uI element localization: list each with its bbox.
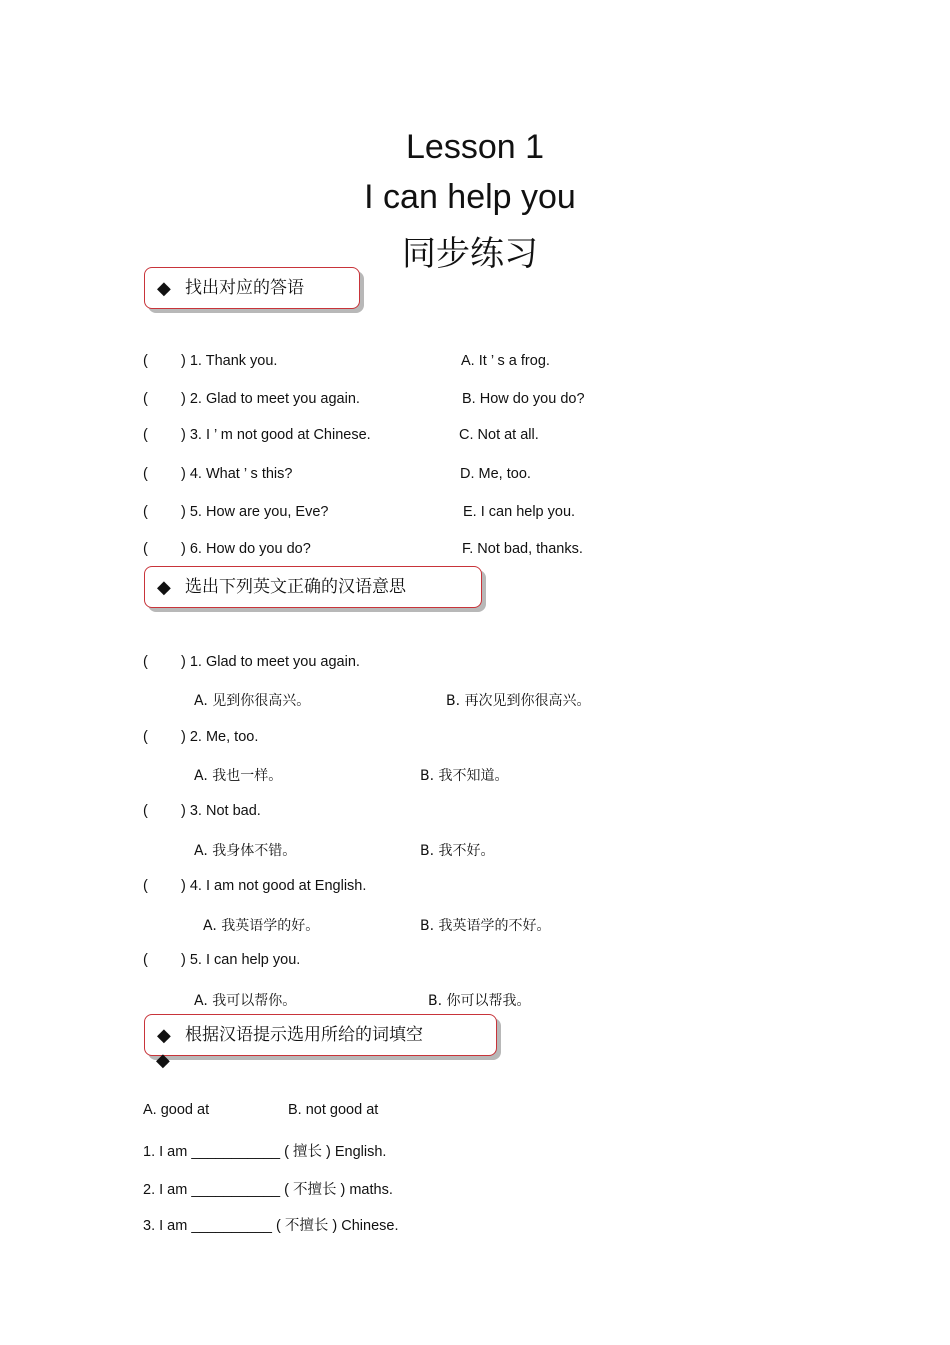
fill-item[interactable]: 1. I am ___________ ( 擅长 ) English. xyxy=(143,1144,387,1160)
choice-a[interactable]: A. 我也一样。 xyxy=(194,768,283,784)
fill-item[interactable]: 3. I am __________ ( 不擅长 ) Chinese. xyxy=(143,1218,399,1234)
question-text: ) 6. How do you do? xyxy=(181,541,311,557)
question-text: ) 4. I am not good at English. xyxy=(181,878,367,894)
answer-paren[interactable]: ( xyxy=(143,952,148,968)
question-text: ) 2. Me, too. xyxy=(181,729,259,745)
question-text: ) 5. How are you, Eve? xyxy=(181,504,329,520)
answer-paren[interactable]: ( xyxy=(143,803,148,819)
choice-a[interactable]: A. 见到你很高兴。 xyxy=(194,693,311,709)
choice-a[interactable]: A. 我身体不错。 xyxy=(194,843,297,859)
answer-option: C. Not at all. xyxy=(459,427,539,443)
question-text: ) 1. Glad to meet you again. xyxy=(181,654,360,670)
word-option-a: A. good at xyxy=(143,1102,210,1118)
answer-paren[interactable]: ( xyxy=(143,391,148,407)
lesson-caption: 同步练习 xyxy=(402,234,538,274)
question-text: ) 3. Not bad. xyxy=(181,803,261,819)
choice-b[interactable]: B. 再次见到你很高兴。 xyxy=(446,693,591,709)
answer-paren[interactable]: ( xyxy=(143,654,148,670)
lesson-title: Lesson 1 xyxy=(406,128,544,166)
answer-paren[interactable]: ( xyxy=(143,878,148,894)
section2-heading: 选出下列英文正确的汉语意思 xyxy=(185,577,406,597)
answer-paren[interactable]: ( xyxy=(143,729,148,745)
question-text: ) 2. Glad to meet you again. xyxy=(181,391,360,407)
choice-b[interactable]: B. 我不好。 xyxy=(420,843,495,859)
choice-b[interactable]: B. 我不知道。 xyxy=(420,768,509,784)
question-text: ) 3. I ’ m not good at Chinese. xyxy=(181,427,371,443)
answer-option: D. Me, too. xyxy=(460,466,531,482)
answer-paren[interactable]: ( xyxy=(143,541,148,557)
section3-header xyxy=(144,1014,497,1056)
diamond-icon: ◆ xyxy=(156,1050,170,1070)
diamond-icon: ◆ xyxy=(157,577,171,597)
question-text: ) 5. I can help you. xyxy=(181,952,301,968)
answer-paren[interactable]: ( xyxy=(143,353,148,369)
question-text: ) 4. What ’ s this? xyxy=(181,466,293,482)
question-text: ) 1. Thank you. xyxy=(181,353,278,369)
answer-option: F. Not bad, thanks. xyxy=(462,541,583,557)
answer-paren[interactable]: ( xyxy=(143,504,148,520)
diamond-icon: ◆ xyxy=(157,278,171,298)
answer-option: E. I can help you. xyxy=(463,504,576,520)
section2-header xyxy=(144,566,482,608)
answer-option: B. How do you do? xyxy=(462,391,585,407)
answer-option: A. It ’ s a frog. xyxy=(461,353,550,369)
diamond-icon: ◆ xyxy=(157,1025,171,1045)
word-option-b: B. not good at xyxy=(288,1102,379,1118)
choice-b[interactable]: B. 你可以帮我。 xyxy=(428,993,531,1009)
answer-paren[interactable]: ( xyxy=(143,466,148,482)
choice-a[interactable]: A. 我可以帮你。 xyxy=(194,993,297,1009)
choice-b[interactable]: B. 我英语学的不好。 xyxy=(420,918,551,934)
lesson-subtitle: I can help you xyxy=(364,178,576,216)
section3-heading: 根据汉语提示选用所给的词填空 xyxy=(185,1025,423,1045)
choice-a[interactable]: A. 我英语学的好。 xyxy=(203,918,320,934)
fill-item[interactable]: 2. I am ___________ ( 不擅长 ) maths. xyxy=(143,1182,393,1198)
answer-paren[interactable]: ( xyxy=(143,427,148,443)
section1-heading: 找出对应的答语 xyxy=(185,278,304,298)
section1-header xyxy=(144,267,360,309)
